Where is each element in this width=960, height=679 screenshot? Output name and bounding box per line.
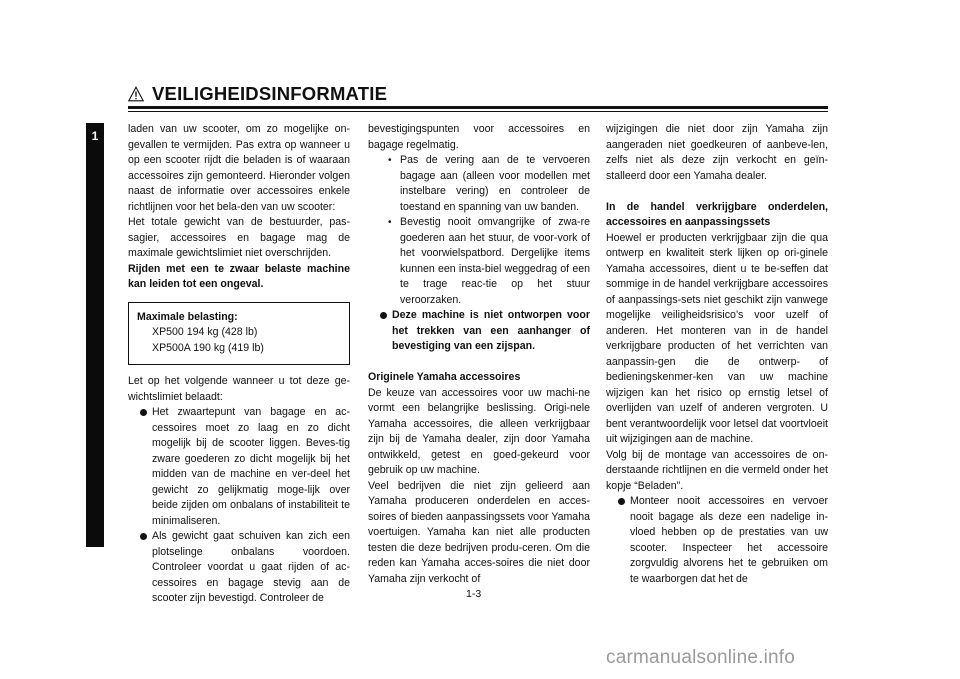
page-header [128,84,387,104]
paragraph: Volg bij de montage van accessoires de on-derstaande richtlijnen en die vermeld onder het kopje “Beladen”. [606,448,828,492]
text-column-3 [606,122,828,587]
section-heading: In de handel verkrijgbare onderdelen, accessoires en aanpassingssets [606,200,828,228]
header-rule-thick [128,106,828,109]
page-title: VEILIGHEIDSINFORMATIE [152,83,388,104]
sub-bullet-item: • Bevestig nooit omvangrijke of zwa-re goederen aan het stuur, de voor-vork of het voorwielspatbord. Dergelijke items kunnen een insta-biel weggedrag of een te trage reac-tie op het stuur veroorzaken. [368,215,590,308]
paragraph: bevestigingspunten voor accessoires en bagage regelmatig. [368,123,590,151]
paragraph: Hoewel er producten verkrijgbaar zijn die qua ontwerp en kwaliteit sterk lijken op ori-ginele Yamaha accessoires, dient u te be-seffen dat sommige in de handel verkrijgbare accessoires of aanpassings-sets niet geschikt zijn vanwege mogelijke veiligheidsrisico’s voor uzelf of anderen. Het monteren van in de handel verkrijgbare producten of het verrichten van aanpassin-gen die de ontwerp- of bedieningskenmer-ken van uw machine wijzigen kan het risico op ernstig letsel of overlijden van uzelf of anderen vergroten. U bent verantwoordelijk voor letsel dat voortvloeit uit wijzigingen aan de machine. [606,231,828,445]
bullet-item: Monteer nooit accessoires en vervoer nooit bagage als deze een nadelige in-vloed hebben op de prestaties van uw scooter. Inspecteer het accessoire zorgvuldig alvorens het te gebruiken om te waarborgen dat het de [606,494,828,587]
max-load-line: XP500 194 kg (428 lb) [152,326,258,338]
warning-triangle-icon [128,86,144,102]
max-load-box [128,302,350,366]
header-rule-thin [128,111,828,112]
paragraph: Het totale gewicht van de bestuurder, pas-sagier, accessoires en bagage mag de maximale gewichtslimiet niet overschrijden. [128,216,350,259]
paragraph: Let op het volgende wanneer u tot deze ge-wichtslimiet belaadt: [128,375,350,403]
warning-paragraph: Rijden met een te zwaar belaste machine kan leiden tot een ongeval. [128,262,350,290]
bullet-item: Het zwaartepunt van bagage en ac-cessoires moet zo laag en zo dicht mogelijk bij de scooter liggen. Beves-tig zware goederen zo dicht mogelijk bij het midden van de machine en ver-deel het gewicht zo gelijkmatig moge-lijk over beide zijden om onbalans of instabiliteit te minimaliseren. [128,405,350,529]
watermark: carmanualsonline.info [606,647,796,668]
text-column-2 [368,122,590,587]
max-load-line: XP500A 190 kg (419 lb) [152,341,264,354]
paragraph: Veel bedrijven die niet zijn gelieerd aan Yamaha produceren onderdelen en acces-soires of bieden aanpassingssets voor Yamaha voertuigen. Yamaha kan niet alle producten testen die deze bedrijven produ-ceren. Om die reden kan Yamaha acces-soires die niet door Yamaha zijn verkocht of [368,479,590,585]
section-heading: Originele Yamaha accessoires [368,371,521,383]
text-column-1 [128,122,350,607]
sub-bullet-item: • Pas de vering aan de te vervoeren bagage aan (alleen voor modellen met instelbare vering) en controleer de toestand en spanning van uw banden. [368,153,590,215]
bullet-item: Deze machine is niet ontworpen voor het trekken van een aanhanger of bevestiging van een zijspan. [368,308,590,355]
paragraph: De keuze van accessoires voor uw machi-ne vormt een belangrijke beslissing. Origi-nele Yamaha accessoires, die alleen verkrijgbaar zijn bij de Yamaha dealer, zijn door Yamaha ontwikkeld, getest en goed-gekeurd voor gebruik op uw machine. [368,386,590,476]
paragraph: wijzigingen die niet door zijn Yamaha zijn aangeraden niet goedkeuren of aanbeve-len, zelfs niet als deze zijn verkocht en geïn-stalleerd door een Yamaha dealer. [606,123,828,182]
max-load-title: Maximale belasting: [137,310,238,323]
chapter-tab [86,123,104,547]
page-number: 1-3 [466,588,482,600]
chapter-number: 1 [91,129,99,143]
bullet-item: Als gewicht gaat schuiven kan zich een plotselinge onbalans voordoen. Controleer voordat u gaat rijden of ac-cessoires en bagage stevig aan de scooter zijn bevestigd. Controleer de [128,529,350,607]
paragraph: laden van uw scooter, om zo mogelijke on-gevallen te vermijden. Pas extra op wanneer u op een scooter rijdt die beladen is of waaraan accessoires zijn gemonteerd. Hieronder volgen naast de informatie over accessoires enkele richtlijnen voor het bela-den van uw scooter: [128,123,350,213]
